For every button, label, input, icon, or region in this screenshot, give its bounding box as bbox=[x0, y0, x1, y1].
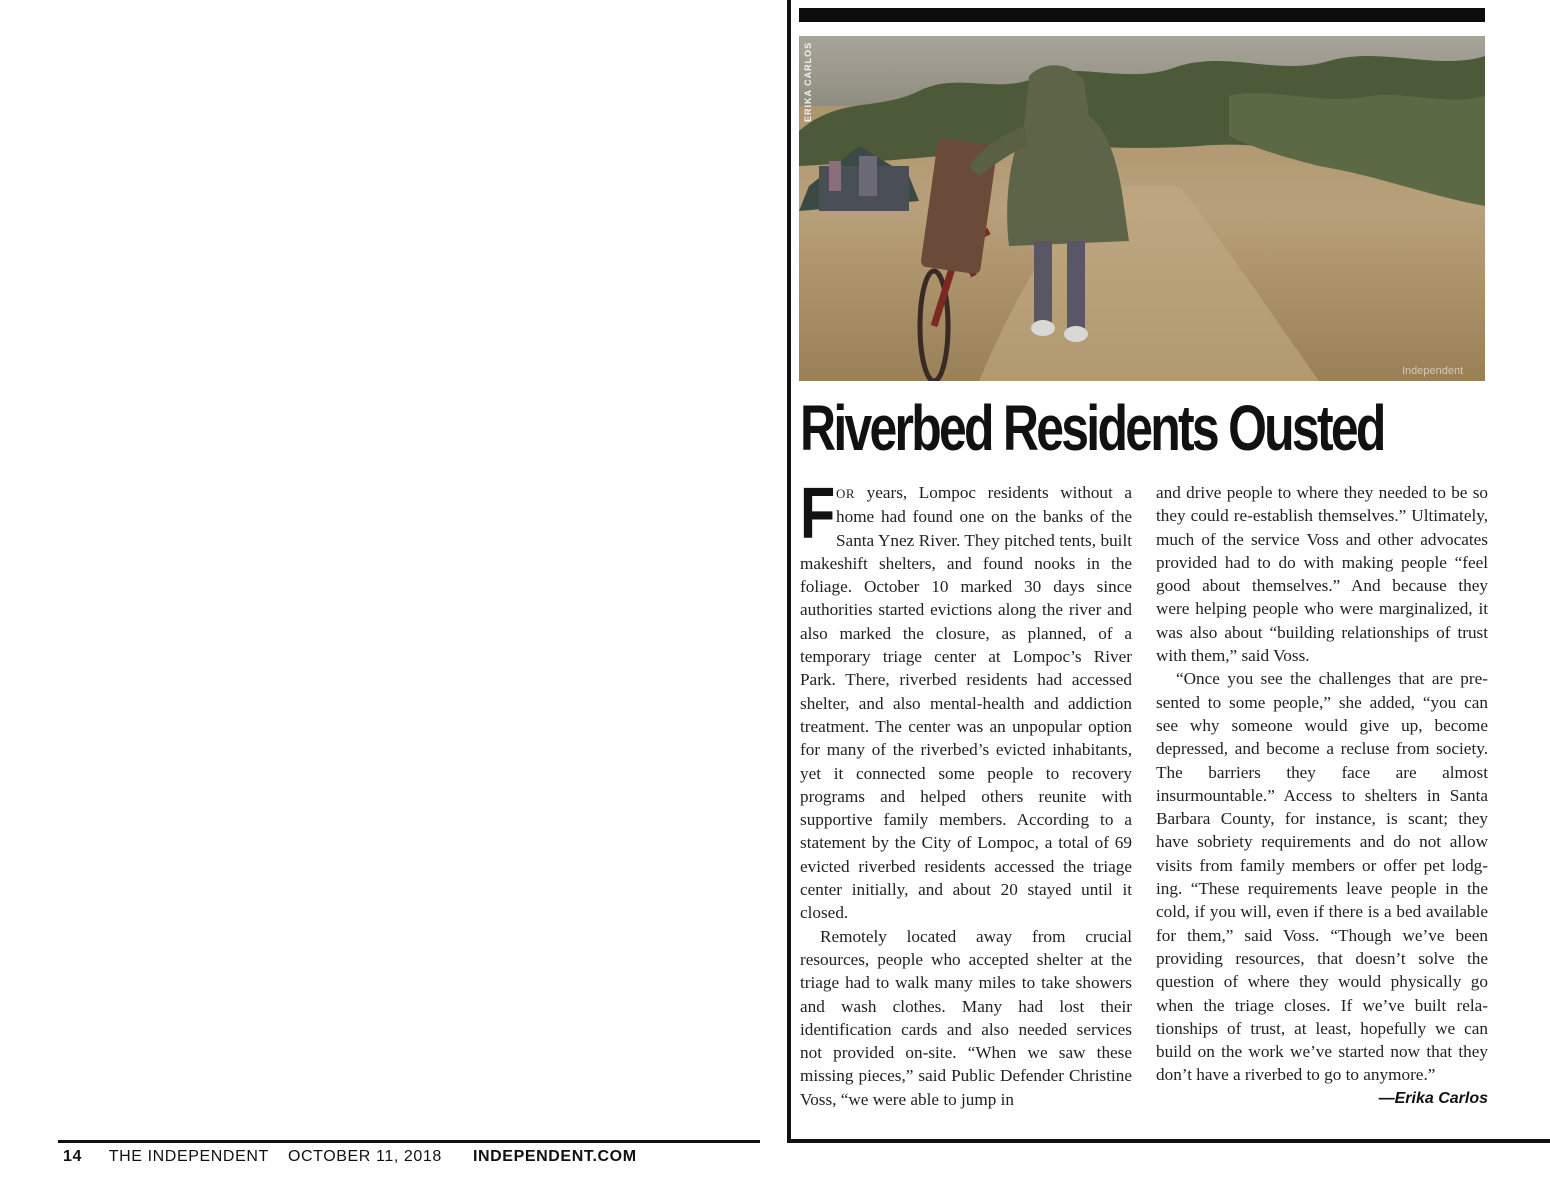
photo-credit: ERIKA CARLOS bbox=[803, 42, 813, 123]
article-paragraph-2: Remotely located away from crucial resources, people who accepted shelter at the triage had to walk many miles to take showers and wash clothes. Many had lost their identification cards and also needed services not provided on-site. “When we saw these missing pieces,” said Public Defender Christine Voss, “we were able to jump in bbox=[800, 926, 1132, 1109]
article-paragraph-3: and drive people to where they needed to be so they could re-establish themselves.” Ultimately, much of the service Voss and other advocates provided had to do with making people “feel good about themselves.” And because they were helping people who were marginalized, it was also about “building relationships of trust with them,” said Voss. bbox=[1156, 483, 1488, 666]
paragraph-1-text: years, Lompoc residents without a home had found one on the banks of the Santa Ynez River. They pitched tents, built makeshift shelters, and found nooks in the foliage. October 10 marked 30 days since authorities started evictions along the river and also marked the closure, as planned, of a temporary triage center at Lompoc’s River Park. There, riverbed residents had accessed shelter, and also mental-health and addiction treatment. The center was an unpopular option for many of the riverbed’s evicted inhabitants, yet it connected some people to recovery programs and helped others reunite with supportive family members. According to a statement by the City of Lompoc, a total of 69 evicted riverbed residents accessed the triage center initially, and about 20 stayed until it closed. bbox=[800, 483, 1132, 923]
drop-cap: F bbox=[800, 474, 836, 554]
article-byline: —Erika Carlos bbox=[1378, 1090, 1488, 1107]
page-number: 14 bbox=[63, 1148, 82, 1165]
left-page bbox=[0, 0, 770, 1201]
photo-illustration bbox=[799, 36, 1485, 381]
issue-date: OCTOBER 11, 2018 bbox=[287, 1148, 442, 1165]
lead-in: OR bbox=[836, 486, 856, 501]
website-link[interactable]: INDEPENDENT.COM bbox=[472, 1148, 637, 1165]
article-column-1 bbox=[800, 474, 1132, 1111]
article-column-2 bbox=[1156, 481, 1488, 1087]
page-footer bbox=[63, 1148, 651, 1170]
article-photo bbox=[799, 36, 1485, 381]
article-headline: Riverbed Residents Ousted bbox=[800, 392, 1384, 464]
article-paragraph-4: “Once you see the challenges that are presented to some people,” she added, “you can see why someone would give up, become depressed, and become a recluse from society. The barriers they face are almost insurmountable.” Access to shelters in Santa Barbara County, for instance, is scant; they have sobriety requirements and do not allow visits from family members or offer pet lodging. “These requirements leave people in the cold, if you will, even if there is a bed available for them,” said Voss. “Though we’ve been providing resources, that doesn’t solve the question of where they would physically go when the triage closes. If we’ve built relationships of trust, at least, hopefully we can build on the work we’ve started now that they don’t have a riverbed to go to anymore.” bbox=[1156, 669, 1488, 1085]
article-paragraph-1 bbox=[800, 474, 1132, 925]
publication-name: THE INDEPENDENT bbox=[108, 1148, 269, 1165]
photo-watermark: Independent bbox=[1402, 365, 1464, 377]
footer-rule bbox=[58, 1140, 760, 1143]
top-rule-bar bbox=[799, 8, 1485, 22]
